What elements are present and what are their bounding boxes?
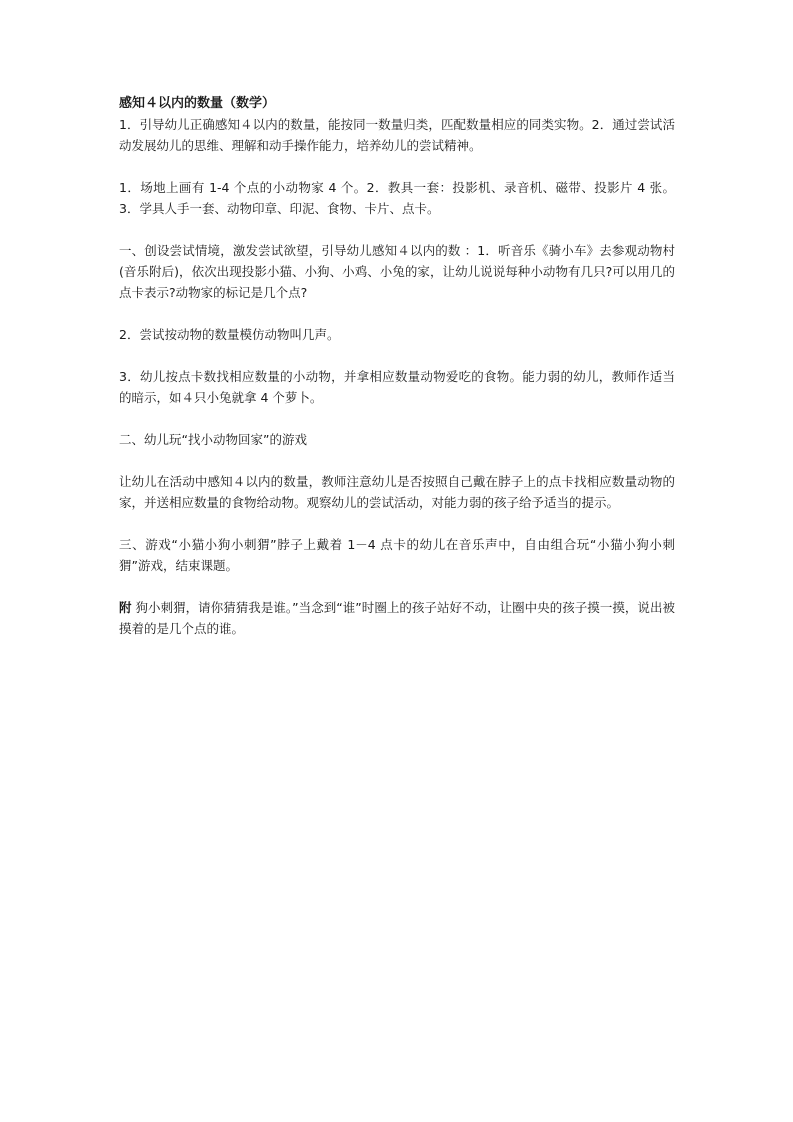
process-step-two-paragraph: 2．尝试按动物的数量模仿动物叫几声。 — [119, 327, 340, 342]
section-two-paragraph: 让幼儿在活动中感知４以内的数量，教师注意幼儿是否按照自己戴在脖子上的点卡找相应数量动物的家，并送相应数量的食物给动物。观察幼儿的尝试活动，对能力弱的孩子给予适当的提示。 — [119, 474, 675, 510]
process-step-one-paragraph: 一、创设尝试情境，激发尝试欲望，引导幼儿感知４以内的数 ：1．听音乐《骑小车》去参观动物村(音乐附后)，依次出现投影小猫、小狗、小鸡、小兔的家，让幼儿说说每种小动物有几只?可以用几的点卡表示?动物家的标记是几个点? — [119, 243, 675, 300]
appendix-text: 狗小刺猬，请你猜猜我是谁。”当念到“谁”时圈上的孩子站好不动，让圈中央的孩子摸一摸，说出被摸着的是几个点的谁。 — [119, 600, 675, 636]
section-three-paragraph: 三、游戏“小猫小狗小刺猬”脖子上戴着 1－4 点卡的幼儿在音乐声中，自由组合玩“小猫小狗小刺猬”游戏，结束课题。 — [119, 537, 675, 573]
appendix-paragraph — [119, 597, 675, 639]
document-title: 感知４以内的数量（数学） — [119, 96, 276, 111]
materials-paragraph: 1．场地上画有 1-4 个点的小动物家 4 个。2．教具一套：投影机、录音机、磁带、投影片 4 张。 3．学具人手一套、动物印章、印泥、食物、卡片、点卡。 — [119, 180, 675, 216]
section-two-heading: 二、幼儿玩“找小动物回家”的游戏 — [119, 432, 307, 447]
document-page — [119, 94, 675, 639]
process-step-three-paragraph: 3．幼儿按点卡数找相应数量的小动物，并拿相应数量动物爱吃的食物。能力弱的幼儿，教师作适当的暗示，如４只小兔就拿 4 个萝卜。 — [119, 369, 675, 405]
objectives-paragraph: 1．引导幼儿正确感知４以内的数量，能按同一数量归类，匹配数量相应的同类实物。2．通过尝试活动发展幼儿的思维、理解和动手操作能力，培养幼儿的尝试精神。 — [119, 117, 675, 153]
appendix-lead: 附 — [119, 600, 132, 615]
